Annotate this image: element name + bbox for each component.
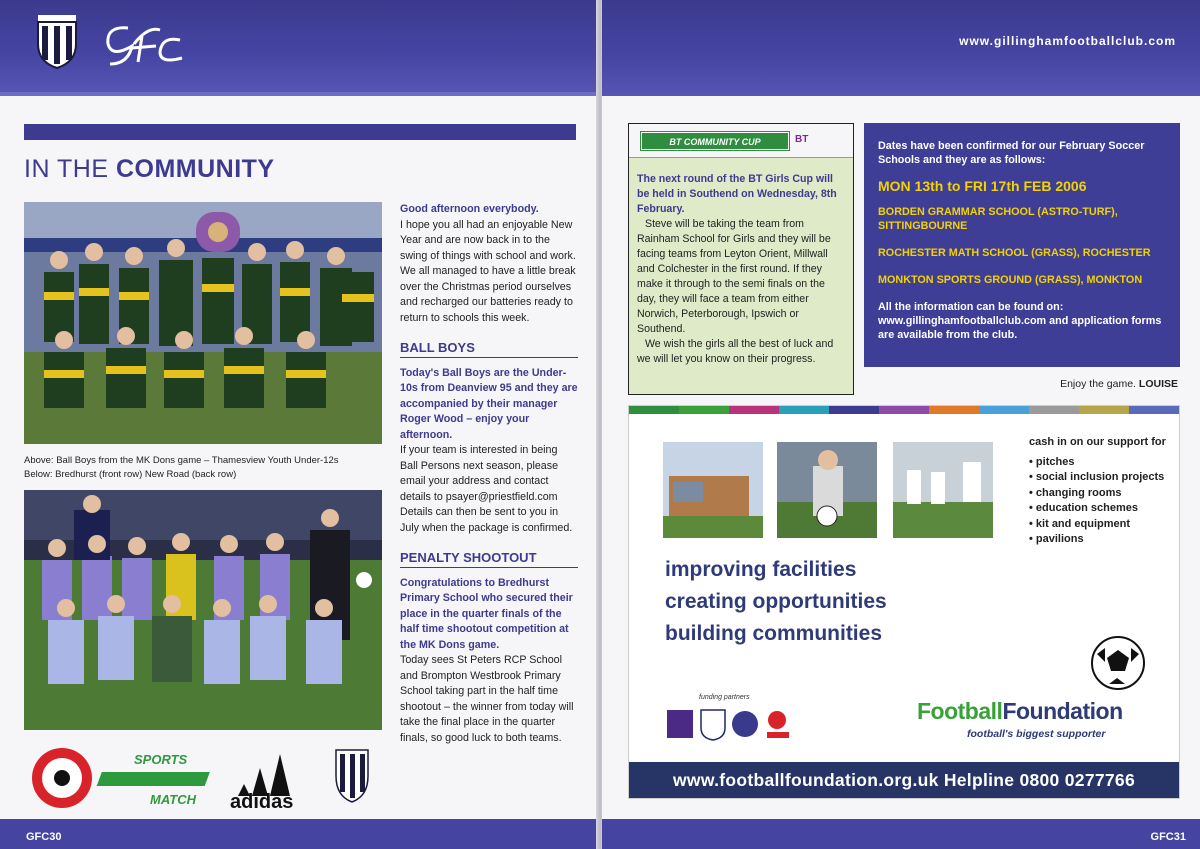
sports-text: SPORTS	[134, 752, 188, 767]
football-icon	[1089, 634, 1147, 692]
intro-greeting: Good afternoon everybody.	[400, 203, 539, 215]
facility-photos	[663, 442, 993, 538]
footer-band-right	[602, 819, 1200, 849]
footer-band	[0, 819, 598, 849]
dates-intro: Dates have been confirmed for our February Soccer Schools and they are as follows:	[878, 140, 1145, 166]
title-bar	[24, 124, 576, 140]
sports-match-logo-icon	[97, 752, 210, 807]
adidas-text: adidas	[230, 791, 294, 810]
support-item: • social inclusion projects	[1029, 471, 1179, 485]
football-foundation-ad	[628, 405, 1180, 799]
header-band-right	[602, 0, 1200, 96]
ball-boys-lead: Today's Ball Boys are the Under-10s from Deanview 95 and they are accompanied by their manager Roger Wood – enjoy your afternoon.	[400, 366, 578, 441]
venue-2: ROCHESTER MATH SCHOOL (GRASS), ROCHESTER	[878, 247, 1151, 259]
venue-3: MONKTON SPORTS GROUND (GRASS), MONKTON	[878, 274, 1143, 286]
soccer-schools-box	[864, 123, 1180, 367]
bt-community-cup-box	[628, 123, 854, 395]
page-number-left: GFC30	[26, 831, 62, 843]
caption-above: Above: Ball Boys from the MK Dons game – Thamesview Youth Under-12s	[24, 455, 339, 466]
dates-range: MON 13th to FRI 17th FEB 2006	[878, 178, 1087, 194]
support-item: • education schemes	[1029, 502, 1179, 516]
photo-captions	[24, 454, 384, 482]
funding-partners-label: funding partners	[699, 694, 750, 701]
penalty-body: Today sees St Peters RCP School and Brompton Westbrook Primary School taking part in the half time shootout – the winner from today will take the final place in the quarter finals, so good luck to both teams.	[400, 654, 574, 744]
gillingham-crest-small-icon	[336, 750, 368, 802]
gillingham-crest-icon	[36, 14, 78, 70]
support-item: • changing rooms	[1029, 487, 1179, 501]
support-list	[1029, 436, 1179, 549]
venue-1: BORDEN GRAMMAR SCHOOL (ASTRO-TURF), SITTINGBOURNE	[878, 206, 1118, 232]
tagline-2: creating opportunities	[665, 590, 887, 613]
penalty-shootout-heading: PENALTY SHOOTOUT	[400, 550, 578, 568]
bt-article	[629, 158, 853, 367]
support-item: • pitches	[1029, 456, 1179, 470]
dates-info: All the information can be found on: www.gillinghamfootballclub.com and application forms are available from the club.	[878, 301, 1162, 341]
ball-boys-body: If your team is interested in being Ball Persons next season, please email your address and contact details to psayer@priestfield.com Details can then be sent to you in July when the package is confirmed.	[400, 444, 573, 534]
support-heading: cash in on our support for	[1029, 436, 1166, 448]
ball-boys-photo	[24, 202, 382, 444]
funding-partner-logos-icon	[665, 706, 795, 742]
bt-paragraph-1: Steve will be taking the team from Rainham School for Girls and they will be facing teams from Leyton Orient, Millwall and Colchester in the first round. If they make it through to the semi finals on the day, they will face a team from either Norwich, Peterborough, Ipswich or Southend.	[637, 218, 831, 335]
support-item: • pavilions	[1029, 533, 1179, 547]
section-title: IN THE COMMUNITY	[24, 155, 275, 183]
bt-header	[629, 124, 853, 158]
tagline-1: improving facilities	[665, 558, 857, 581]
shootout-teams-photo	[24, 490, 382, 730]
tagline-3: building communities	[665, 622, 883, 645]
football-foundation-logo: FootballFoundation	[917, 698, 1123, 724]
header-band	[0, 0, 598, 96]
article-column	[400, 202, 578, 746]
caption-below: Below: Bredhurst (front row) New Road (back row)	[24, 469, 237, 480]
gfc-monogram-icon	[98, 18, 188, 72]
club-website: www.gillinghamfootballclub.com	[959, 34, 1176, 48]
ff-tagline	[665, 554, 887, 650]
bt-logo-icon: BT	[795, 134, 809, 145]
bt-paragraph-2: We wish the girls all the best of luck and we will let you know on their progress.	[637, 338, 834, 365]
penalty-lead: Congratulations to Bredhurst Primary School who secured their place in the quarter finals of the half time shootout competition at the MK Dons game.	[400, 576, 573, 651]
intro-paragraph-2: We all managed to have a little break over the Christmas period ourselves and recharged our batteries ready to return to schools this week.	[400, 265, 576, 324]
page-number-right: GFC31	[1150, 831, 1186, 843]
bt-lead: The next round of the BT Girls Cup will be held in Southend on Wednesday, 8th February.	[637, 173, 837, 215]
football-in-the-community-logo-icon	[32, 748, 92, 808]
sign-off: Enjoy the game. LOUISE	[1060, 378, 1178, 390]
support-item: • kit and equipment	[1029, 518, 1179, 532]
sponsor-logos	[24, 744, 394, 810]
intro-paragraph-1: I hope you all had an enjoyable New Year and are now back in to the swing of things with school and work.	[400, 218, 576, 262]
adidas-logo-icon	[230, 754, 293, 810]
right-page	[602, 0, 1200, 849]
colour-stripes	[629, 406, 1179, 414]
ball-boys-heading: BALL BOYS	[400, 340, 578, 358]
ff-contact-bar: www.footballfoundation.org.uk Helpline 0800 0277766	[629, 762, 1179, 798]
bt-community-cup-badge: BT COMMUNITY CUP	[641, 132, 789, 150]
ff-subtitle: football's biggest supporter	[967, 728, 1106, 740]
left-page	[0, 0, 598, 849]
match-text: MATCH	[150, 792, 196, 807]
